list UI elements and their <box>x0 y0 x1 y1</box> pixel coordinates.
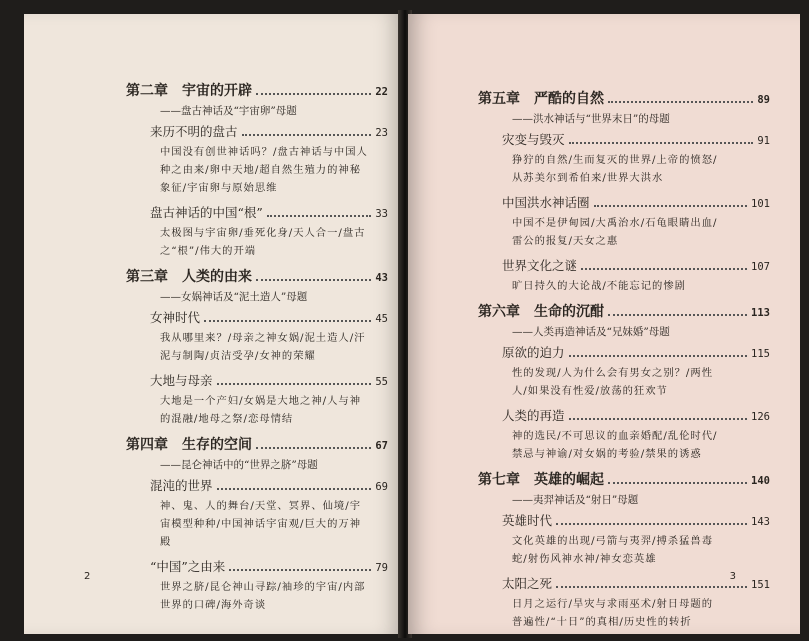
dot-leader <box>256 447 371 449</box>
section-title: “中国”之由来 <box>150 559 226 574</box>
dot-leader <box>556 586 747 588</box>
dot-leader <box>267 215 372 217</box>
section-description: 中国没有创世神话吗？/盘古神话与中国人种之由来/卵中天地/超自然生殖力的神秘象征/宇宙卵与原始思维 <box>160 146 368 194</box>
chapter-number: 第五章 <box>478 91 520 107</box>
dot-leader <box>242 134 372 136</box>
chapter-heading <box>126 266 388 289</box>
page-ref: 107 <box>751 261 770 273</box>
chapter-heading <box>478 88 770 111</box>
section-title: 来历不明的盘古 <box>150 124 238 139</box>
dot-leader <box>556 523 747 525</box>
chapter-subtitle: ——人类再造神话及“兄妹婚”母题 <box>512 326 670 338</box>
section-description: 文化英雄的出现/弓箭与夷羿/搏杀猛兽毒蛇/射伤风神水神/神女恋英雄 <box>512 535 713 565</box>
section-heading <box>502 193 770 214</box>
dot-leader <box>608 314 747 316</box>
section-heading <box>150 308 388 329</box>
section-heading <box>150 203 388 224</box>
chapter-number: 第七章 <box>478 472 520 488</box>
page-ref: 151 <box>751 579 770 591</box>
section-description: 大地是一个产妇/女娲是大地之神/人与神的混融/地母之祭/恋母情结 <box>160 395 361 425</box>
chapter-subtitle: ——夷羿神话及“射日”母题 <box>512 494 639 506</box>
chapter-title: 人类的由来 <box>182 269 252 285</box>
page-ref: 55 <box>375 376 388 388</box>
chapter-heading <box>126 80 388 103</box>
section-title: 中国洪水神话圈 <box>502 195 590 210</box>
chapter-number: 第六章 <box>478 304 520 320</box>
section-description: 中国不是伊甸园/大禹治水/石龟眼睛出血/雷公的报复/天女之惠 <box>512 217 718 247</box>
chapter-title: 英雄的崛起 <box>534 472 604 488</box>
chapter-subtitle: ——洪水神话与“世界末日”的母题 <box>512 113 670 125</box>
dot-leader <box>217 488 372 490</box>
chapter-heading <box>478 301 770 324</box>
chapter-title: 宇宙的开辟 <box>182 83 252 99</box>
page-ref: 140 <box>751 475 770 487</box>
chapter-heading <box>478 469 770 492</box>
chapter-subtitle: ——女娲神话及“泥土造人”母题 <box>160 291 308 303</box>
dot-leader <box>581 268 747 270</box>
section-description: 神的选民/不可思议的血亲婚配/乱伦时代/禁忌与神谕/对女娲的考验/禁果的诱惑 <box>512 430 718 460</box>
page-ref: 45 <box>375 313 388 325</box>
section-description: 世界之脐/昆仑神山寻踪/袖珍的宇宙/内部世界的口碑/海外奇谈 <box>160 581 366 611</box>
left-toc <box>24 80 402 620</box>
page-number-left: 2 <box>84 571 91 582</box>
chapter-subtitle: ——盘古神话及“宇宙卵”母题 <box>160 105 297 117</box>
section-description: 太极图与宇宙卵/垂死化身/天人合一/盘古之“根”/伟大的开端 <box>160 227 366 257</box>
left-page <box>24 14 402 634</box>
section-heading <box>502 343 770 364</box>
section-heading <box>502 130 770 151</box>
page-ref: 23 <box>375 127 388 139</box>
dot-leader <box>256 279 371 281</box>
page-ref: 91 <box>757 135 770 147</box>
section-title: 大地与母亲 <box>150 373 213 388</box>
dot-leader <box>608 101 753 103</box>
section-title: 世界文化之谜 <box>502 258 578 273</box>
section-heading <box>150 122 388 143</box>
section-title: 混沌的世界 <box>150 478 213 493</box>
chapter-number: 第二章 <box>126 83 168 99</box>
dot-leader <box>608 482 747 484</box>
page-ref: 69 <box>375 481 388 493</box>
section-heading <box>150 476 388 497</box>
chapter-number: 第四章 <box>126 437 168 453</box>
chapter-title: 生命的沉酣 <box>534 304 604 320</box>
page-ref: 126 <box>751 411 770 423</box>
section-title: 灾变与毁灭 <box>502 132 565 147</box>
section-title: 原欲的迫力 <box>502 345 565 360</box>
section-title: 女神时代 <box>150 310 201 325</box>
chapter-number: 第三章 <box>126 269 168 285</box>
chapter-subtitle: ——昆仑神话中的“世界之脐”母题 <box>160 459 318 471</box>
dot-leader <box>569 418 748 420</box>
section-title: 人类的再造 <box>502 408 565 423</box>
section-title: 英雄时代 <box>502 513 553 528</box>
section-heading <box>150 371 388 392</box>
page-ref: 115 <box>751 348 770 360</box>
dot-leader <box>256 93 371 95</box>
dot-leader <box>569 142 754 144</box>
section-description: 狰狞的自然/生而复灭的世界/上帝的愤怒/从苏美尔到希伯来/世界大洪水 <box>512 154 718 184</box>
section-heading <box>502 511 770 532</box>
section-heading <box>150 557 388 578</box>
section-title: 盘古神话的中国“根” <box>150 205 263 220</box>
right-page <box>408 14 800 634</box>
dot-leader <box>229 569 371 571</box>
chapter-heading <box>126 434 388 457</box>
dot-leader <box>594 205 748 207</box>
right-toc <box>408 88 800 634</box>
page-ref: 67 <box>375 440 388 452</box>
section-heading <box>502 406 770 427</box>
page-ref: 143 <box>751 516 770 528</box>
section-description: 性的发现/人为什么会有男女之别？/两性人/如果没有性爱/放荡的狂欢节 <box>512 367 713 397</box>
page-ref: 113 <box>751 307 770 319</box>
dot-leader <box>204 320 371 322</box>
section-description: 旷日持久的大论战/不能忘记的惨剧 <box>512 280 686 292</box>
page-ref: 43 <box>375 272 388 284</box>
dot-leader <box>217 383 372 385</box>
section-heading <box>502 256 770 277</box>
page-ref: 89 <box>757 94 770 106</box>
chapter-title: 严酷的自然 <box>534 91 604 107</box>
chapter-title: 生存的空间 <box>182 437 252 453</box>
page-ref: 22 <box>375 86 388 98</box>
section-description: 神、鬼、人的舞台/天堂、冥界、仙境/宇宙模型种种/中国神话宇宙观/巨大的万神殿 <box>160 500 361 548</box>
section-description: 日月之运行/旱灾与求雨巫术/射日母题的普遍性/“十日”的真相/历史性的转折 <box>512 598 713 628</box>
dot-leader <box>569 355 748 357</box>
page-number-right: 3 <box>729 571 736 582</box>
page-ref: 101 <box>751 198 770 210</box>
section-title: 太阳之死 <box>502 576 553 591</box>
page-ref: 33 <box>375 208 388 220</box>
page-ref: 79 <box>375 562 388 574</box>
section-description: 我从哪里来？/母亲之神女娲/泥土造人/汗泥与制陶/贞洁受孕/女神的荣耀 <box>160 332 366 362</box>
